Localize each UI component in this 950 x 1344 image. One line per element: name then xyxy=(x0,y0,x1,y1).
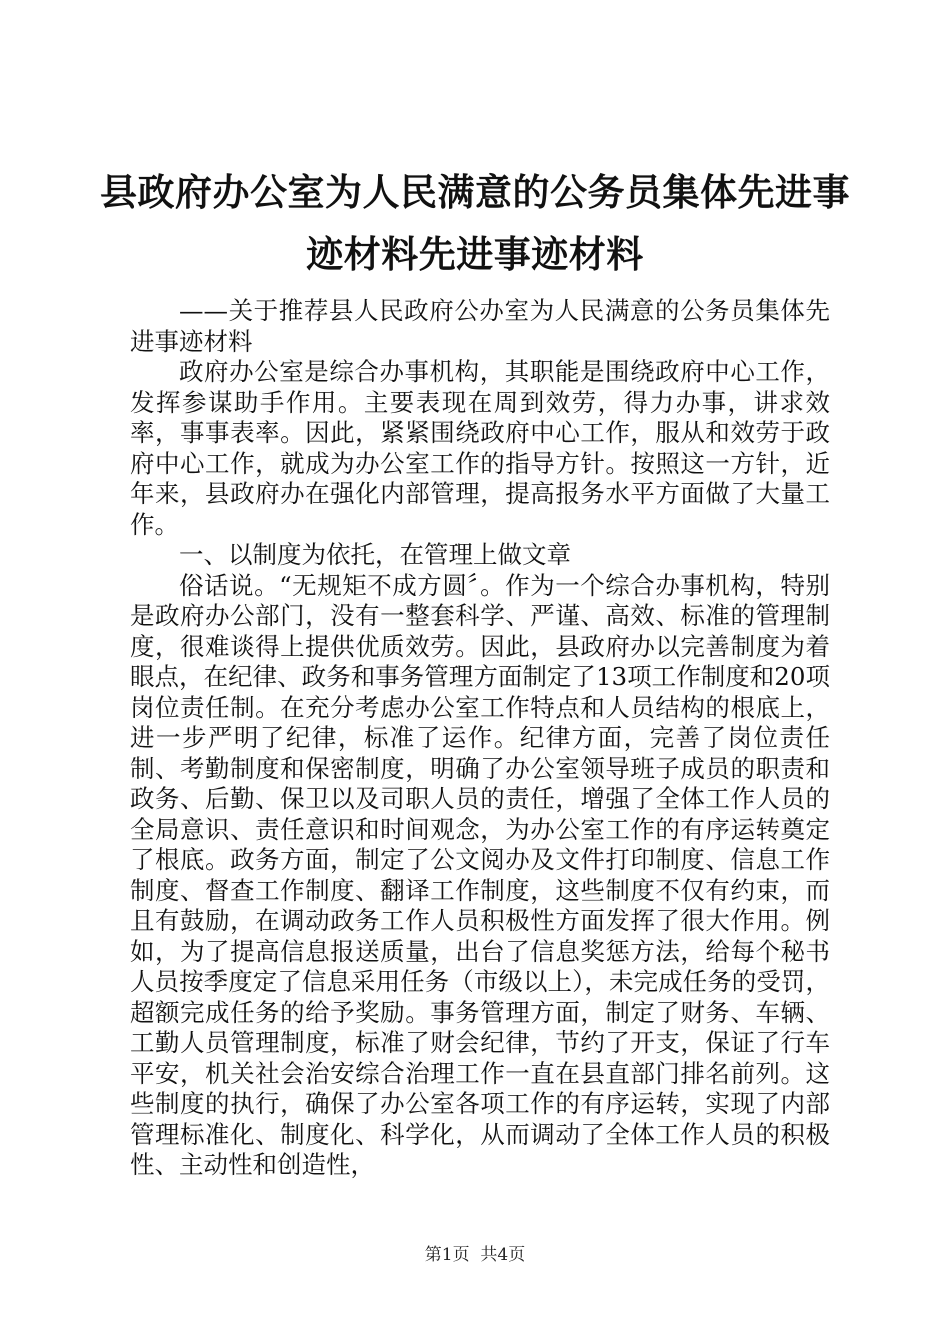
page-footer xyxy=(0,1244,950,1266)
intro-paragraph: 政府办公室是综合办事机构，其职能是围绕政府中心工作，发挥参谋助手作用。主要表现在周到效劳，得力办事，讲求效率，事事表率。因此，紧紧围绕政府中心工作，服从和效劳于政府中心工作，就成为办公室工作的指导方针。按照这一方针，近年来，县政府办在强化内部管理，提高报务水平方面做了大量工作。 xyxy=(130,357,830,539)
subtitle-paragraph: ——关于推荐县人民政府公办室为人民满意的公务员集体先进事迹材料 xyxy=(130,296,830,356)
page-number: 第1页 共4页 xyxy=(424,1245,526,1265)
section-heading: 一、以制度为依托，在管理上做文章 xyxy=(179,540,571,569)
section-paragraph: 俗话说。“无规矩不成方圆〞。作为一个综合办事机构，特别是政府办公部门，没有一整套科学、严谨、高效、标准的管理制度，很难谈得上提供优质效劳。因此，县政府办以完善制度为着眼点，在纪律、政务和事务管理方面制定了13项工作制度和20项岗位责任制。在充分考虑办公室工作特点和人员结构的根底上，进一步严明了纪律，标准了运作。纪律方面，完善了岗位责任制、考勤制度和保密制度，明确了办公室领导班子成员的职责和政务、后勤、保卫以及司职人员的责任，增强了全体工作人员的全局意识、责任意识和时间观念，为办公室工作的有序运转奠定了根底。政务方面，制定了公文阅办及文件打印制度、信息工作制度、督查工作制度、翻译工作制度，这些制度不仅有约束，而且有鼓励，在调动政务工作人员积极性方面发挥了很大作用。例如，为了提高信息报送质量，出台了信息奖惩方法，给每个秘书人员按季度定了信息采用任务（市级以上），未完成任务的受罚，超额完成任务的给予奖励。事务管理方面，制定了财务、车辆、工勤人员管理制度，标准了财会纪律，节约了开支，保证了行车平安，机关社会治安综合治理工作一直在县直部门排名前列。这些制度的执行，确保了办公室各项工作的有序运转，实现了内部管理标准化、制度化、科学化，从而调动了全体工作人员的积极性、主动性和创造性， xyxy=(130,570,830,1179)
document-title: 县政府办公室为人民满意的公务员集体先进事迹材料先进事迹材料 xyxy=(100,171,850,276)
document-body xyxy=(130,296,830,1181)
